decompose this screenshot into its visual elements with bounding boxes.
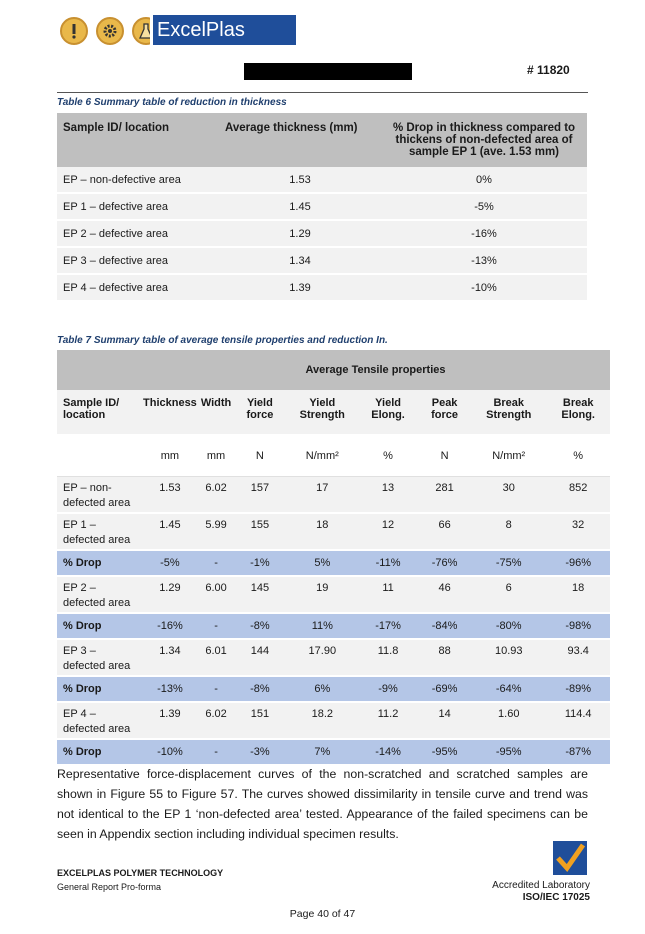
table-cell: 32 <box>546 513 610 550</box>
table-cell: 7% <box>287 739 359 765</box>
table-cell: -8% <box>233 676 286 702</box>
thickness-table <box>57 113 587 302</box>
table-row <box>57 220 587 247</box>
table7-header: Yield force <box>233 390 286 435</box>
table-cell: 10.93 <box>471 639 546 676</box>
table-cell: EP 3 – defective area <box>57 247 219 274</box>
table-cell: 1.53 <box>141 477 199 514</box>
table7-unit <box>57 435 141 477</box>
table-cell: - <box>199 550 233 576</box>
table-cell: EP 3 – defected area <box>57 639 141 676</box>
table-cell: 6.01 <box>199 639 233 676</box>
table-cell: -13% <box>381 247 587 274</box>
table7-unit: N <box>418 435 471 477</box>
page-number: Page 40 of 47 <box>289 908 356 920</box>
table-cell: -64% <box>471 676 546 702</box>
table-cell: 6.02 <box>199 477 233 514</box>
table-row <box>57 274 587 301</box>
table-cell: 1.29 <box>141 576 199 613</box>
gear-icon <box>96 17 124 45</box>
table-cell: 11.8 <box>358 639 418 676</box>
table7-caption: Table 7 Summary table of average tensile properties and reduction In. <box>57 335 388 346</box>
table-cell: 114.4 <box>546 702 610 739</box>
table-cell: EP 2 – defective area <box>57 220 219 247</box>
table-cell: -13% <box>141 676 199 702</box>
table-cell: 144 <box>233 639 286 676</box>
table7-unit: mm <box>141 435 199 477</box>
table-cell: -14% <box>358 739 418 765</box>
table-cell: 18 <box>287 513 359 550</box>
table-cell: 46 <box>418 576 471 613</box>
table7-unit: N <box>233 435 286 477</box>
table-cell: -87% <box>546 739 610 765</box>
table-cell: % Drop <box>57 550 141 576</box>
table-cell: 13 <box>358 477 418 514</box>
table-cell: % Drop <box>57 613 141 639</box>
accreditation-label <box>478 880 590 904</box>
table7-header: Yield Strength <box>287 390 359 435</box>
table7-unit: mm <box>199 435 233 477</box>
table-cell: -11% <box>358 550 418 576</box>
table-cell: - <box>199 676 233 702</box>
table-cell: 11.2 <box>358 702 418 739</box>
footer-company: EXCELPLAS POLYMER TECHNOLOGY <box>57 868 224 878</box>
table-cell: -16% <box>141 613 199 639</box>
table7-header: Peak force <box>418 390 471 435</box>
table-cell: -84% <box>418 613 471 639</box>
table-cell: -80% <box>471 613 546 639</box>
table7-group-header: Average Tensile properties <box>141 350 610 390</box>
table7-super-blank <box>57 350 141 390</box>
table-cell: 151 <box>233 702 286 739</box>
table-cell: -75% <box>471 550 546 576</box>
table-cell: -10% <box>141 739 199 765</box>
table7-unit: N/mm² <box>287 435 359 477</box>
table-cell: -69% <box>418 676 471 702</box>
report-number: # 11820 <box>527 63 570 77</box>
table-cell: -8% <box>233 613 286 639</box>
table6-caption: Table 6 Summary table of reduction in thickness <box>57 97 287 108</box>
table-cell: -3% <box>233 739 286 765</box>
table-row <box>57 193 587 220</box>
table-cell: EP 1 – defective area <box>57 193 219 220</box>
table-cell: 19 <box>287 576 359 613</box>
table-cell: % Drop <box>57 676 141 702</box>
table-cell: 1.39 <box>141 702 199 739</box>
table-cell: - <box>199 739 233 765</box>
table-cell: 0% <box>381 167 587 193</box>
table7-unit: N/mm² <box>471 435 546 477</box>
table-cell: -16% <box>381 220 587 247</box>
footer-form: General Report Pro-forma <box>57 882 162 892</box>
header-divider <box>57 92 588 93</box>
table-cell: 1.53 <box>219 167 381 193</box>
table-cell: -5% <box>141 550 199 576</box>
table6-header: Average thickness (mm) <box>219 113 381 167</box>
table-cell: -1% <box>233 550 286 576</box>
table-cell: -17% <box>358 613 418 639</box>
table-cell: - <box>199 613 233 639</box>
table7-header: Break Elong. <box>546 390 610 435</box>
table-cell: 66 <box>418 513 471 550</box>
table-cell: 1.39 <box>219 274 381 301</box>
table7-unit: % <box>358 435 418 477</box>
table-cell: 6.00 <box>199 576 233 613</box>
table-cell: 11% <box>287 613 359 639</box>
table-cell: 14 <box>418 702 471 739</box>
table-cell: 6.02 <box>199 702 233 739</box>
table7-header: Yield Elong. <box>358 390 418 435</box>
table-cell: -89% <box>546 676 610 702</box>
table7-header: Thickness <box>141 390 199 435</box>
table-cell: -9% <box>358 676 418 702</box>
table6-header: % Drop in thickness compared to thickens of non-defected area of sample EP 1 (ave. 1.53 mm) <box>381 113 587 167</box>
table-cell: EP – non-defected area <box>57 477 141 514</box>
table-cell: EP 1 – defected area <box>57 513 141 550</box>
table-row <box>57 702 610 739</box>
accreditation-check-icon <box>553 841 587 875</box>
table-cell: 1.29 <box>219 220 381 247</box>
table-cell: 17 <box>287 477 359 514</box>
table-cell: 281 <box>418 477 471 514</box>
table-cell: 18.2 <box>287 702 359 739</box>
table-cell: % Drop <box>57 739 141 765</box>
table-cell: EP 2 – defected area <box>57 576 141 613</box>
accreditation-line1: Accredited Laboratory <box>492 880 590 891</box>
table-cell: -98% <box>546 613 610 639</box>
table7-header: Break Strength <box>471 390 546 435</box>
table-row <box>57 639 610 676</box>
table-cell: 12 <box>358 513 418 550</box>
table-cell: 1.60 <box>471 702 546 739</box>
table-cell: 852 <box>546 477 610 514</box>
table-cell: 11 <box>358 576 418 613</box>
table-cell: 5% <box>287 550 359 576</box>
table-cell: EP 4 – defective area <box>57 274 219 301</box>
table-cell: 8 <box>471 513 546 550</box>
table-row <box>57 576 610 613</box>
hazard-icon <box>60 17 88 45</box>
table-cell: 6 <box>471 576 546 613</box>
table6-header: Sample ID/ location <box>57 113 219 167</box>
table-cell: 1.34 <box>219 247 381 274</box>
table-cell: 88 <box>418 639 471 676</box>
brand-title: ExcelPlas <box>150 15 296 45</box>
redacted-block <box>244 63 412 80</box>
table-cell: 6% <box>287 676 359 702</box>
table-row <box>57 167 587 193</box>
drop-row <box>57 739 610 765</box>
table-cell: -76% <box>418 550 471 576</box>
accreditation-line2: ISO/IEC 17025 <box>522 892 590 903</box>
table-cell: -5% <box>381 193 587 220</box>
drop-row <box>57 613 610 639</box>
table-row <box>57 247 587 274</box>
table7-header: Width <box>199 390 233 435</box>
table-cell: -10% <box>381 274 587 301</box>
table-cell: 30 <box>471 477 546 514</box>
table-cell: 17.90 <box>287 639 359 676</box>
tensile-table <box>57 350 610 766</box>
body-paragraph: Representative force-displacement curves of the non-scratched and scratched samples are shown in Figure 55 to Figure 57. The curves showed dissimilarity in tensile curve and trend was not identical to the EP 1 ‘non-defected area’ tested. Appearance of the failed specimens can be seen in Appendix section including individual specimen results. <box>57 767 588 841</box>
table-cell: 1.45 <box>219 193 381 220</box>
table-cell: -96% <box>546 550 610 576</box>
table-cell: -95% <box>418 739 471 765</box>
table7-header: Sample ID/ location <box>57 390 141 435</box>
table-cell: 18 <box>546 576 610 613</box>
table-row <box>57 513 610 550</box>
table-cell: 5.99 <box>199 513 233 550</box>
table-cell: 155 <box>233 513 286 550</box>
table-cell: 1.34 <box>141 639 199 676</box>
table-row <box>57 477 610 514</box>
table-cell: EP 4 – defected area <box>57 702 141 739</box>
logo-icons <box>60 16 160 46</box>
table-cell: 157 <box>233 477 286 514</box>
drop-row <box>57 550 610 576</box>
table-cell: -95% <box>471 739 546 765</box>
table-cell: 1.45 <box>141 513 199 550</box>
table-cell: EP – non-defective area <box>57 167 219 193</box>
table-cell: 145 <box>233 576 286 613</box>
drop-row <box>57 676 610 702</box>
table-cell: 93.4 <box>546 639 610 676</box>
table7-unit: % <box>546 435 610 477</box>
